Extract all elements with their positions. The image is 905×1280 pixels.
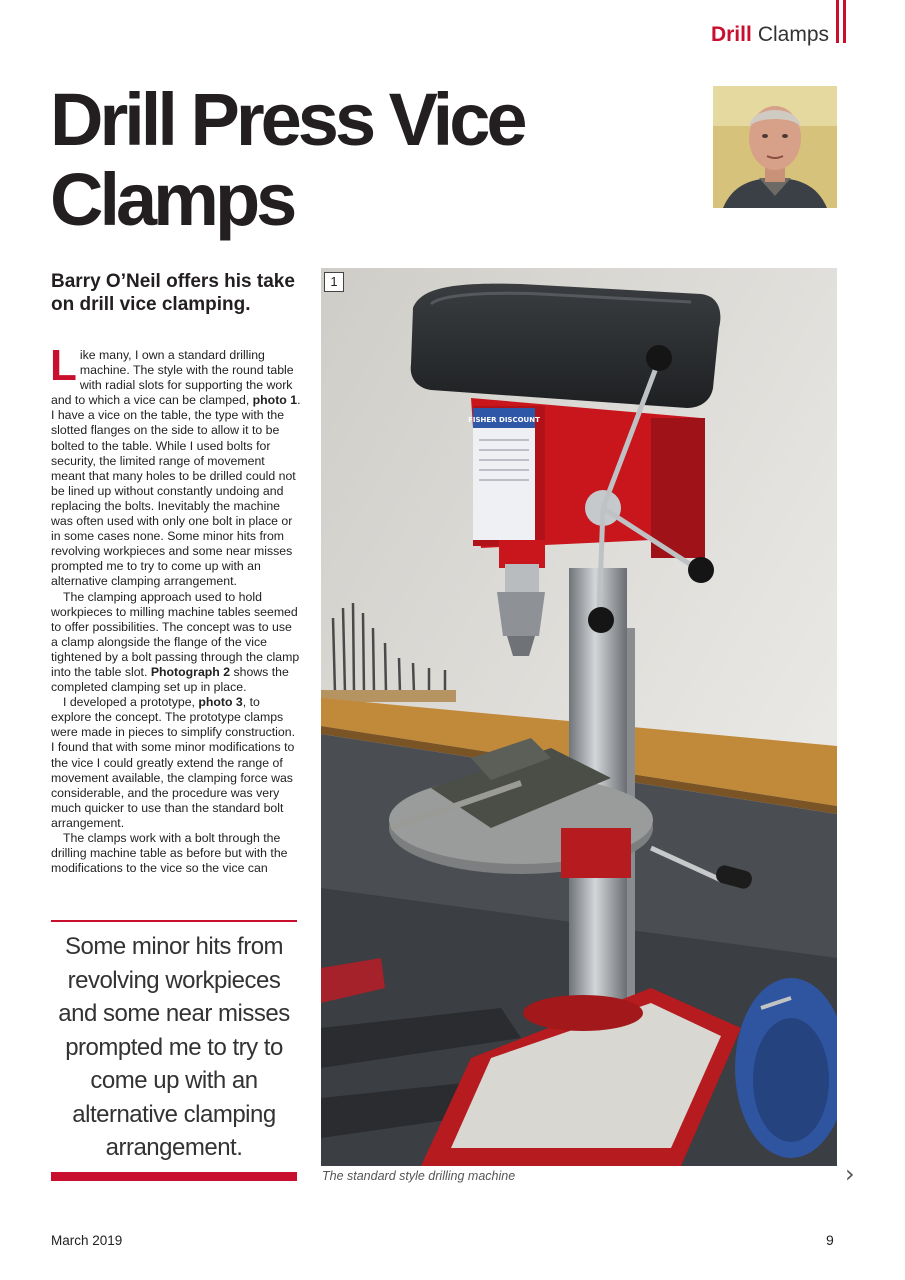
article-body: [50, 341, 301, 876]
page-number: 9: [826, 1232, 834, 1248]
title-line-2: Clamps: [50, 158, 294, 241]
paragraph-2: The clamping approach used to hold workpieces to milling machine tables seemed to offer possibilities. The concept was to use a clamp alongside the flange of the vice tightened by a bolt passing through the clamp into the table slot. Photograph 2 shows the completed clamping set up in place.: [51, 589, 300, 695]
machine-label: FISHER DISCOUNT: [468, 416, 540, 424]
pull-quote-rule-bottom: [51, 1172, 297, 1181]
paragraph-1: Like many, I own a standard drilling machine. The style with the round table with radial slots for supporting the work and to which a vice can be clamped, photo 1. I have a vice on the table, the type with the slotted flanges on the side to allow it to be bolted to the table. While I used bolts for security, the limited range of movement meant that many holes to be drilled could not be lined up without constantly undoing and replacing the bolts. Inevitably the machine was often used with only one bolt in place or in some cases none. Some minor hits from revolving workpieces and some near misses prompted me to try to come up with an alternative clamping arrangement.: [50, 341, 301, 589]
section-name: Drill: [710, 23, 752, 46]
footer-date: March 2019: [51, 1233, 123, 1248]
section-tag-bars: [836, 0, 848, 43]
drop-cap: L: [50, 341, 77, 390]
subsection-name: Clamps: [757, 23, 829, 46]
section-tag: [711, 20, 829, 50]
standfirst: Barry O’Neil offers his take on drill vice clamping.: [51, 271, 295, 315]
article-title: [50, 80, 690, 240]
photo-number: 1: [324, 272, 344, 292]
photo-ref: photo 1: [252, 393, 298, 408]
photo-ref: Photograph 2: [150, 664, 231, 679]
pull-quote: Some minor hits from revolving workpieces and some near misses prompted me to try to come up with an alternative clamping arrangement.: [58, 933, 290, 1161]
photo-ref: photo 3: [198, 695, 243, 710]
photo-caption: The standard style drilling machine: [322, 1169, 516, 1183]
pull-quote-rule-top: [51, 920, 297, 922]
author-photo: [713, 86, 837, 208]
paragraph-3: I developed a prototype, photo 3, to explore the concept. The prototype clamps were made in pieces to simplify construction. I found that with some minor modifications to the vice I could greatly extend the range of movement available, the clamping force was considerable, and the procedure was very much quicker to use than the standard bolt arrangement.: [51, 695, 295, 830]
paragraph-4: The clamps work with a bolt through the drilling machine table as before but with the modifications to the vice so the vice can: [51, 831, 288, 876]
title-line-1: Drill Press Vice: [50, 78, 524, 161]
next-page-chevron-icon[interactable]: ›: [845, 1160, 855, 1188]
drill-press-photo: [321, 268, 837, 1166]
